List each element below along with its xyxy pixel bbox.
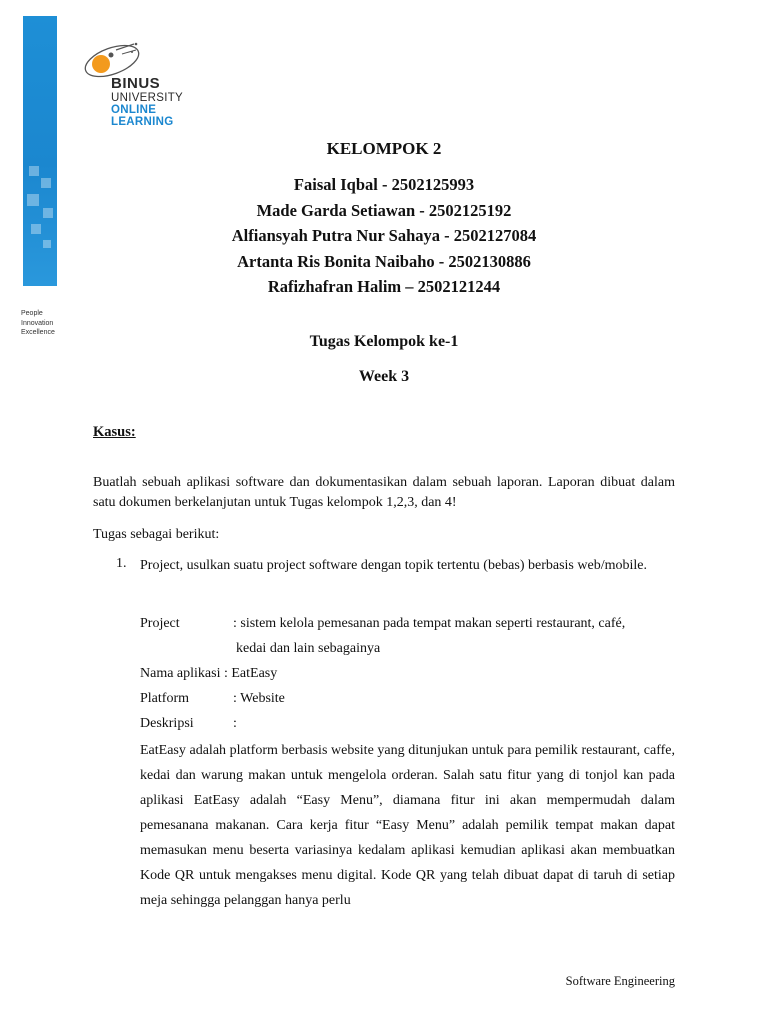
strip-tile xyxy=(31,224,41,234)
field-value: : sistem kelola pemesanan pada tempat makan seperti restaurant, café, xyxy=(233,616,626,631)
app-name-field: Nama aplikasi : EatEasy xyxy=(140,666,278,681)
member-list xyxy=(93,172,675,300)
project-field-continuation: kedai dan lain sebagainya xyxy=(236,641,381,656)
strip-tile xyxy=(27,194,39,206)
platform-field xyxy=(140,689,285,709)
logo-line: ONLINE xyxy=(111,104,157,116)
sidebar-decorative-strip xyxy=(23,16,57,286)
tagline-line: People xyxy=(21,310,43,317)
member-entry: Faisal Iqbal - 2502125993 xyxy=(293,175,475,194)
logo-line: BINUS xyxy=(111,75,161,92)
project-field xyxy=(140,614,625,634)
member-entry: Alfiansyah Putra Nur Sahaya - 2502127084 xyxy=(231,226,537,245)
university-tagline xyxy=(21,309,91,338)
strip-tile xyxy=(29,166,39,176)
strip-tile xyxy=(43,240,51,248)
tasks-intro: Tugas sebagai berikut: xyxy=(93,527,220,542)
list-item-text: Project, usulkan suatu project software dengan topik tertentu (bebas) berbasis web/mobile. xyxy=(140,558,647,573)
page-footer: Software Engineering xyxy=(565,974,675,988)
field-label: Platform xyxy=(140,691,189,706)
field-value: : Website xyxy=(233,691,285,706)
tagline-line: Excellence xyxy=(21,329,55,336)
group-title: KELOMPOK 2 xyxy=(326,139,442,158)
member-entry: Artanta Ris Bonita Naibaho - 2502130886 xyxy=(237,251,531,271)
logo-wordmark xyxy=(111,76,183,128)
field-label: Project xyxy=(140,616,180,631)
tagline-line: Innovation xyxy=(21,319,54,327)
member-entry: Made Garda Setiawan - 2502125192 xyxy=(256,200,512,220)
week-label: Week 3 xyxy=(358,368,410,385)
field-value: : xyxy=(233,716,237,731)
strip-tile xyxy=(43,208,53,218)
logo-line: LEARNING xyxy=(111,116,174,128)
university-logo xyxy=(78,36,198,134)
strip-tile xyxy=(41,178,51,188)
case-heading: Kasus: xyxy=(93,424,136,440)
list-item-number: 1. xyxy=(116,556,127,571)
case-description: Buatlah sebuah aplikasi software dan dokumentasikan dalam sebuah laporan. Laporan dibuat dalam satu dokumen berkelanjutan untuk Tugas kelompok 1,2,3, dan 4! xyxy=(93,475,675,510)
assignment-title: Tugas Kelompok ke-1 xyxy=(309,333,459,350)
app-description: EatEasy adalah platform berbasis website yang ditunjukan untuk para pemilik restaurant, caffe, kedai dan warung makan untuk mengelola orderan. Salah satu fitur yang di tonjol kan pada aplikasi EatEasy adalah “Easy Menu”, diamana fitur ini akan mempermudah dalam pemesanana makanan. Cara kerja fitur “Easy Menu” adalah pemilik tempat makan dapat memasukan menu beserta variasinya kedalam aplikasi kemudian aplikasi akan membuatkan Kode QR untuk mengakses menu digital. Kode QR yang telah dibuat dapat di taruh di setiap meja sehingga pelanggan hanya perlu xyxy=(140,743,675,908)
member-entry: Rafizhafran Halim – 2502121244 xyxy=(267,277,501,296)
description-field xyxy=(140,714,237,734)
logo-line: UNIVERSITY xyxy=(111,92,184,104)
field-label: Deskripsi xyxy=(140,716,194,731)
